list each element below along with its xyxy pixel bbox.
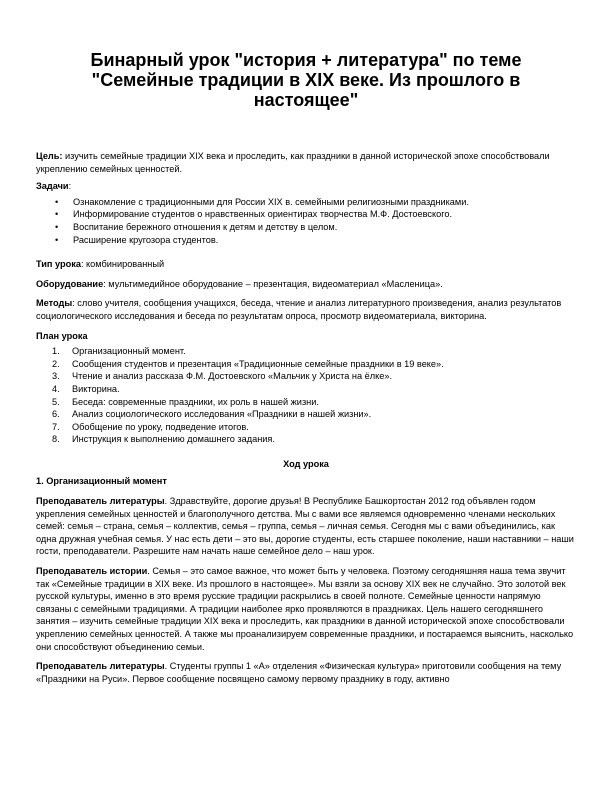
plan-text: Обобщение по уроку, подведение итогов. (72, 421, 249, 432)
list-item (36, 370, 576, 383)
methods-paragraph (36, 297, 576, 322)
plan-number: 7. (52, 421, 60, 432)
goal-text: изучить семейные традиции XIX века и проследить, как праздники в данной исторической эпохе способствовали укреплению семейных ценностей. (36, 151, 550, 174)
plan-number: 8. (52, 434, 60, 445)
paragraph-2 (36, 565, 576, 653)
list-item (36, 196, 576, 209)
section1-heading: 1. Организационный момент (36, 476, 167, 487)
equipment-paragraph (36, 278, 576, 291)
plan-number: 4. (52, 383, 60, 394)
plan-label: План урока (36, 330, 88, 341)
equipment-label: Оборудование (36, 278, 104, 289)
plan-heading (36, 330, 576, 343)
plan-text: Чтение и анализ рассказа Ф.М. Достоевского «Мальчик у Христа на ёлке». (72, 371, 392, 382)
plan-text: Беседа: современные праздники, их роль в нашей жизни. (72, 396, 319, 407)
plan-list (36, 345, 576, 446)
paragraph-1 (36, 495, 576, 558)
section-heading (36, 475, 576, 488)
plan-text: Сообщения студентов и презентация «Традиционные семейные праздники в 19 веке». (72, 358, 444, 369)
title-line-2: "Семейные традиции в XIX веке. Из прошлого в (91, 70, 521, 90)
plan-text: Инструкция к выполнению домашнего задания. (72, 434, 275, 445)
speaker-label: Преподаватель литературы (36, 661, 165, 672)
plan-number: 5. (52, 396, 60, 407)
speaker-label: Преподаватель истории (36, 566, 148, 577)
tasks-colon: : (68, 181, 72, 192)
paragraph-3 (36, 660, 576, 685)
list-item (36, 345, 576, 358)
bullet-icon: • (55, 221, 59, 232)
task-text: Воспитание бережного отношения к детям и детству в целом. (73, 221, 338, 232)
methods-text: : слово учителя, сообщения учащихся, беседа, чтение и анализ литературного произведения, анализ результатов социологического исследования и беседа по результатам опроса, просмотр видеоматериала, викторина. (36, 298, 562, 321)
list-item (36, 396, 576, 409)
list-item (36, 383, 576, 396)
plan-number: 2. (52, 358, 60, 369)
list-item (36, 221, 576, 234)
plan-text: Анализ социологического исследования «Праздники в нашей жизни». (72, 409, 372, 420)
task-text: Расширение кругозора студентов. (73, 234, 219, 245)
goal-label: Цель: (36, 151, 63, 161)
paragraph-text: . Студенты группы 1 «А» отделения «Физическая культура» приготовили сообщения на тему «Праздники на Руси». Первое сообщение посвящено самому первому празднику в году, активно (36, 661, 562, 684)
list-item (36, 208, 576, 221)
list-item (36, 234, 576, 247)
plan-number: 1. (52, 346, 60, 357)
equipment-text: : мультимедийное оборудование – презентация, видеоматериал «Масленица». (103, 278, 443, 289)
bullet-icon: • (55, 234, 59, 245)
plan-number: 3. (52, 371, 60, 382)
paragraph-text: . Здравствуйте, дорогие друзья! В Республике Башкортостан 2012 год объявлен годом укрепления семейных ценностей и благополучного детства. Мы с вами все являемся одновременно членами нескольких семей: семья – страна, семья – коллектив, семья – группа, семья – личная семья. Сегодня мы с вами объединились, как одна дружная учебная семья. У нас есть дети – это вы, дорогие студенты, есть старшее поколение, наши наставники – наши гости, преподаватели. Разрешите нам начать наше семейное дело – наш урок. (36, 496, 574, 557)
document-title (36, 50, 576, 110)
task-text: Ознакомление с традиционными для России XIX в. семейными религиозными праздниками. (73, 196, 469, 207)
list-item (36, 433, 576, 446)
course-heading: Ход урока (283, 458, 329, 469)
tasks-list (36, 196, 576, 246)
bullet-icon: • (55, 209, 59, 220)
plan-text: Организационный момент. (72, 346, 186, 357)
list-item (36, 408, 576, 421)
methods-label: Методы (36, 298, 73, 309)
list-item (36, 358, 576, 371)
lesson-type-paragraph (36, 258, 576, 271)
plan-text: Викторина. (72, 383, 120, 394)
tasks-heading (36, 180, 576, 193)
plan-number: 6. (52, 409, 60, 420)
speaker-label: Преподаватель литературы (36, 496, 165, 507)
list-item (36, 421, 576, 434)
bullet-icon: • (55, 196, 59, 207)
title-line-3: настоящее" (253, 90, 359, 110)
lesson-type-text: : комбинированный (80, 259, 165, 270)
document-body (36, 150, 576, 685)
goal-paragraph (36, 150, 576, 175)
tasks-label: Задачи (36, 181, 69, 192)
lesson-type-label: Тип урока (36, 259, 81, 270)
paragraph-text: . Семья – это самое важное, что может быть у человека. Поэтому сегодняшняя наша тема звучит так «Семейные традиции в XIX веке. Из прошлого в настоящее». Мы взяли за основу XIX век не случайно. Это золотой век русской культуры, именно в это время русские традиции раскрылись в своей полноте. Семейные ценности напрямую связаны с семейными традициями. А традиции наиболее ярко проявляются в праздниках. Цель нашего сегодняшнего занятия – изучить семейные традиции XIX века и проследить, как праздники в данной исторической эпохе способствовали укреплению семейных ценностей. А также мы проанализируем современные праздники, и постараемся выяснить, насколько они способствуют объединению семьи. (36, 566, 574, 652)
title-line-1: Бинарный урок "история + литература" по теме (90, 50, 522, 70)
task-text: Информирование студентов о нравственных ориентирах творчества М.Ф. Достоевского. (73, 209, 453, 220)
